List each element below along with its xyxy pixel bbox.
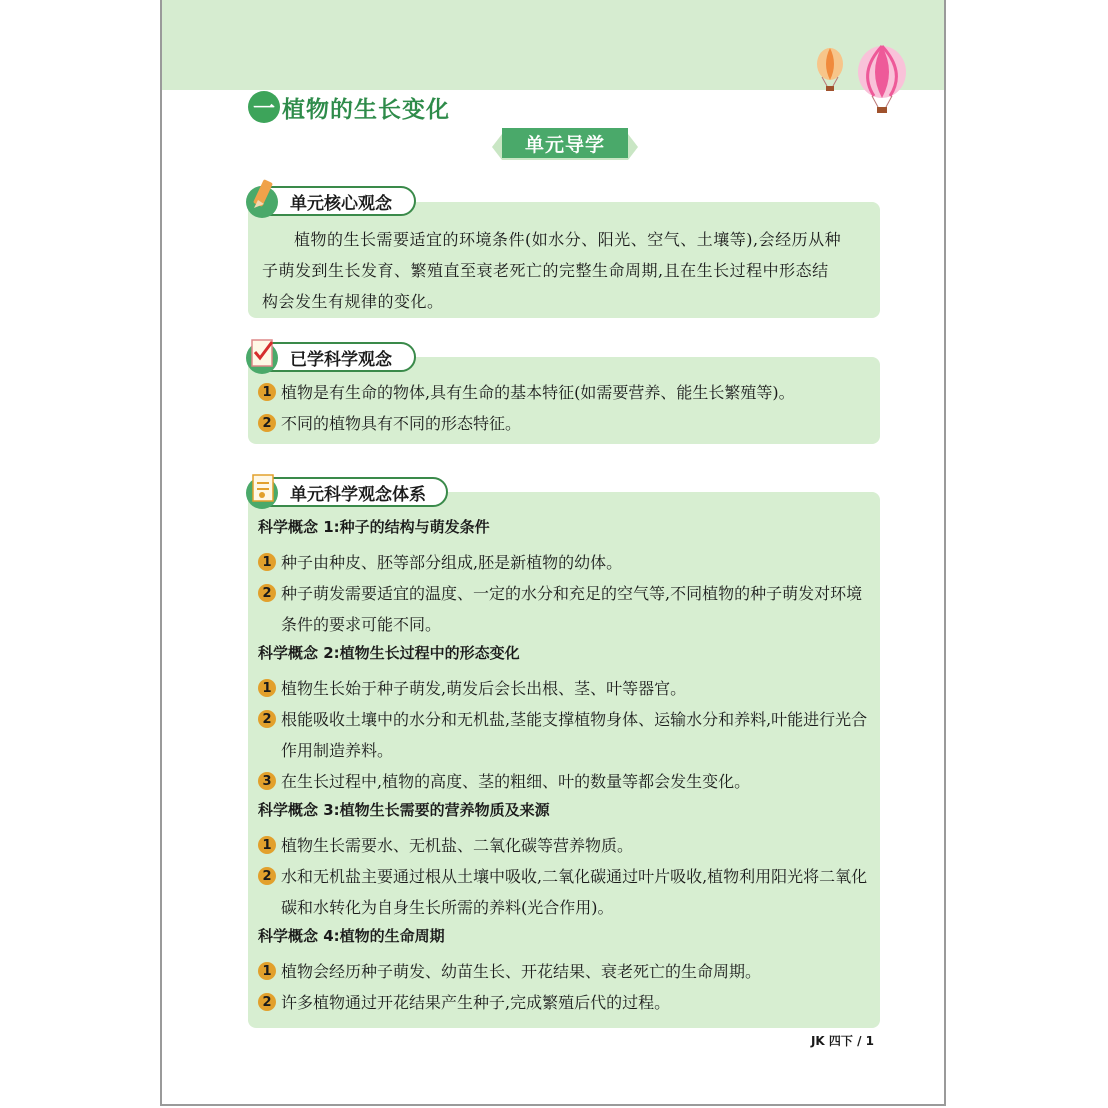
list-item [258,987,870,1018]
concept-system-tab-label: 单元科学观念体系 [290,484,426,505]
item-text: 种子由种皮、胚等部分组成,胚是新植物的幼体。 [281,553,623,572]
concept-4-title: 科学概念 4:植物的生命周期 [258,927,445,945]
list-item [258,377,870,408]
core-line-2: 子萌发到生长发育、繁殖直至衰老死亡的完整生命周期,且在生长过程中形态结 [262,261,829,280]
item-text: 不同的植物具有不同的形态特征。 [281,414,522,433]
item-text: 水和无机盐主要通过根从土壤中吸收,二氧化碳通过叶片吸收,植物利用阳光将二氧化碳和水转化为自身生长所需的养料(光合作用)。 [281,867,868,917]
core-concept-tab [248,186,416,216]
list-item [258,673,870,704]
checklist-icon [244,332,284,376]
core-concept-box [248,202,880,318]
item-text: 植物是有生命的物体,具有生命的基本特征(如需要营养、能生长繁殖等)。 [281,383,795,402]
unit-guide-banner: 单元导学 [502,128,628,158]
concept-2-title: 科学概念 2:植物生长过程中的形态变化 [258,644,520,662]
item-number: 2 [258,414,276,432]
list-item [258,408,870,439]
item-number: 2 [258,993,276,1011]
notebook-icon [244,467,284,511]
core-concept-text [262,224,872,317]
item-number: 1 [258,962,276,980]
pencil-icon [244,176,284,220]
core-concept-tab-label: 单元核心观念 [290,193,392,214]
list-item [258,547,870,578]
banner-ribbon-right [628,134,638,160]
item-number: 2 [258,584,276,602]
item-text: 根能吸收土壤中的水分和无机盐,茎能支撑植物身体、运输水分和养料,叶能进行光合作用制造养料。 [281,710,868,760]
list-item [258,956,870,987]
learned-concepts-tab-label: 已学科学观念 [290,349,392,370]
item-text: 植物生长始于种子萌发,萌发后会长出根、茎、叶等器官。 [281,679,687,698]
item-text: 植物会经历种子萌发、幼苗生长、开花结果、衰老死亡的生命周期。 [281,962,762,981]
concept-system-box [248,492,880,1028]
unit-guide-banner-wrap [502,128,628,160]
learned-concepts-tab [248,342,416,372]
list-item [258,766,870,797]
item-text: 种子萌发需要适宜的温度、一定的水分和充足的空气等,不同植物的种子萌发对环境条件的要求可能不同。 [281,584,863,634]
concept-3-title: 科学概念 3:植物生长需要的营养物质及来源 [258,801,550,819]
concept-system-tab [248,477,448,507]
item-number: 1 [258,553,276,571]
item-number: 2 [258,710,276,728]
unit-heading [248,90,450,124]
banner-ribbon-left [492,134,502,160]
item-text: 许多植物通过开花结果产生种子,完成繁殖后代的过程。 [281,993,671,1012]
unit-number-badge: 一 [248,91,280,123]
list-item [258,861,870,923]
item-number: 1 [258,679,276,697]
item-number: 2 [258,867,276,885]
item-text: 在生长过程中,植物的高度、茎的粗细、叶的数量等都会发生变化。 [281,772,751,791]
list-item [258,830,870,861]
hot-air-balloon-icon [814,44,914,116]
concept-1-title: 科学概念 1:种子的结构与萌发条件 [258,518,490,536]
page [160,0,946,1106]
unit-title: 植物的生长变化 [282,96,450,123]
page-footer: JK 四下 / 1 [810,1034,874,1048]
core-line-3: 构会发生有规律的变化。 [262,292,444,311]
list-item [258,578,870,640]
item-number: 3 [258,772,276,790]
core-line-1: 植物的生长需要适宜的环境条件(如水分、阳光、空气、土壤等),会经历从种 [294,230,842,249]
item-number: 1 [258,836,276,854]
item-text: 植物生长需要水、无机盐、二氧化碳等营养物质。 [281,836,634,855]
item-number: 1 [258,383,276,401]
list-item [258,704,870,766]
